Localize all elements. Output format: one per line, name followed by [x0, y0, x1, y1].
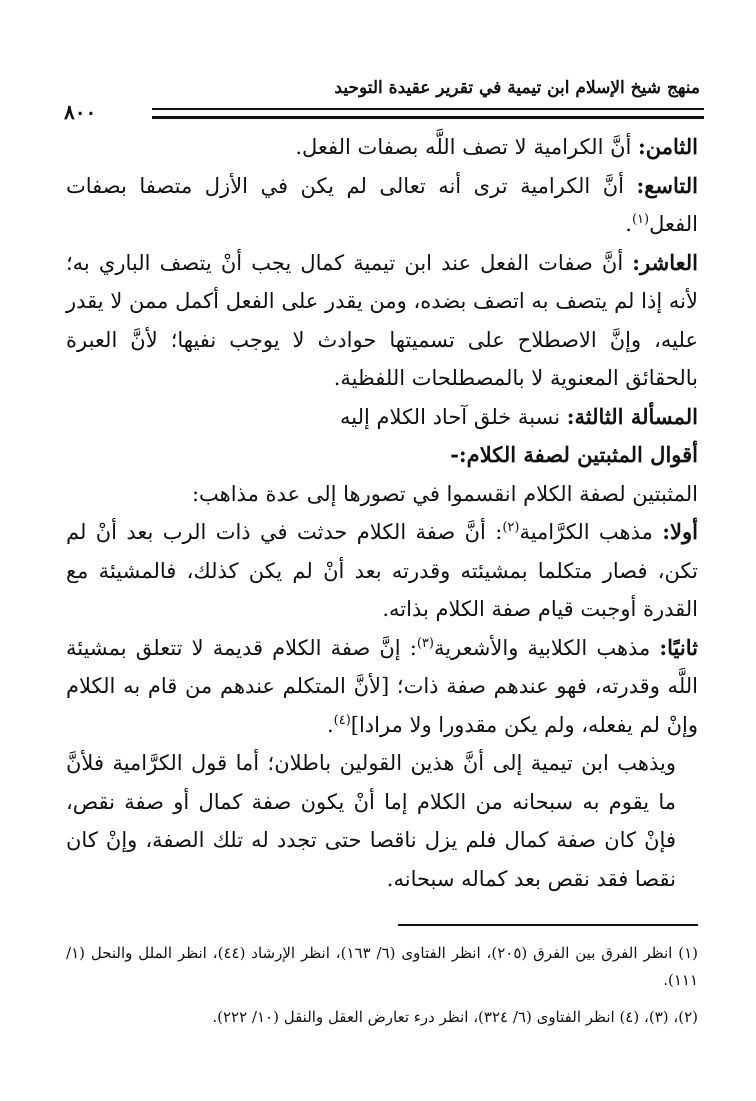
paragraph-eighth [66, 128, 698, 167]
paragraph-ibn-taymiyyah [66, 744, 698, 898]
footnote-ref[interactable]: (٢) [502, 520, 520, 535]
paragraph-label: ثانيًا: [659, 634, 698, 660]
section-third-issue [66, 398, 698, 437]
paragraph-label: الثامن: [638, 134, 698, 159]
paragraph-label: أولا: [662, 519, 698, 544]
footnote-1: (١) انظر الفرق بين الفرق (٢٠٥)، انظر الفتاوى (٦/ ١٦٣)، انظر الإرشاد (٤٤)، انظر الملل والنحل (١/ ١١١). [66, 944, 698, 989]
paragraph-label: التاسع: [636, 172, 698, 198]
paragraph-first-school: أولا: مذهب الكرَّامية$^{(٢)}$: أنَّ صفة الكلام حدثت في ذات الرب بعد أنْ لم تكن، فصار متكلما بمشيئته وقدرته بعد أنْ لم يكن كذلك، فالمشيئة مع القدرة أوجبت قيام صفة الكلام بذاته. [66, 519, 698, 621]
paragraph-intro [66, 475, 698, 514]
section-subtitle: نسبة خلق آحاد الكلام إليه [340, 404, 567, 429]
section-speech-opinions [66, 436, 698, 475]
paragraph-text: ويذهب ابن تيمية إلى أنَّ هذين القولين باطلان؛ أما قول الكرَّامية فلأنَّ ما يقوم به سبحانه من الكلام إما أنْ يكون صفة كمال أو صفة نقص، فإنْ كان صفة كمال فلم يزل ناقصا حتى تجدد له تلك الصفة، وإنْ كان نقصا فقد نقص بعد كماله سبحانه. [66, 751, 676, 891]
header-rule-thin [152, 108, 704, 110]
footnotes [66, 940, 698, 1041]
paragraph-ninth: التاسع: أنَّ الكرامية ترى أنه تعالى لم يكن في الأزل متصفا بصفات الفعل$^{(١)}$. [66, 172, 698, 236]
paragraph-text: المثبتين لصفة الكلام انقسموا في تصورها إلى عدة مذاهب: [191, 481, 698, 506]
page-number: ٨٠٠ [64, 100, 100, 124]
footnote-2: (٢)، (٣)، (٤) انظر الفتاوى (٦/ ٣٢٤)، انظر درء تعارض العقل والنقل (١٠/ ٢٢٢). [212, 1008, 698, 1026]
footnote-separator [398, 924, 698, 926]
running-title: منهج شيخ الإسلام ابن تيمية في تقرير عقيدة التوحيد [334, 78, 700, 98]
paragraph-second-school: ثانيًا: مذهب الكلابية والأشعرية$^{(٣)}$: إنَّ صفة الكلام قديمة لا تتعلق بمشيئة اللَّه وقدرته، فهو عندهم صفة ذات؛ [لأنَّ المتكلم عندهم من قام به الكلام وإنْ لم يفعله، ولم يكن مقدورا ولا مرادا]$^{(٤)}$. [66, 634, 698, 737]
page-header [64, 76, 704, 124]
section-heading: المسألة الثالثة: [566, 403, 698, 429]
header-rule-thick [152, 116, 704, 119]
footnote-ref[interactable]: (١) [631, 212, 650, 227]
paragraph-text: أنَّ صفات الفعل عند ابن تيمية كمال يجب أنْ يتصف الباري به؛ لأنه إذا لم يتصف به اتصف بضده، ومن يقدر على الفعل أكمل ممن لا يقدر عليه، وإنَّ الاصطلاح على تسميتها حوادث لا يوجب نفيها؛ لأنَّ العبرة بالحقائق المعنوية لا بالمصطلحات اللفظية. [66, 250, 698, 390]
main-text [66, 128, 698, 898]
paragraph-label: العاشر: [632, 249, 698, 275]
footnote-ref[interactable]: (٤) [333, 712, 351, 728]
paragraph-text: أنَّ الكرامية لا تصف اللَّه بصفات الفعل. [295, 135, 639, 159]
section-heading: أقوال المثبتين لصفة الكلام:- [450, 442, 698, 467]
paragraph-tenth [66, 244, 698, 398]
paragraph-text: أنَّ الكرامية ترى أنه تعالى لم يكن في الأزل متصفا بصفات الفعل [66, 173, 698, 236]
footnote-ref[interactable]: (٣) [416, 635, 434, 651]
